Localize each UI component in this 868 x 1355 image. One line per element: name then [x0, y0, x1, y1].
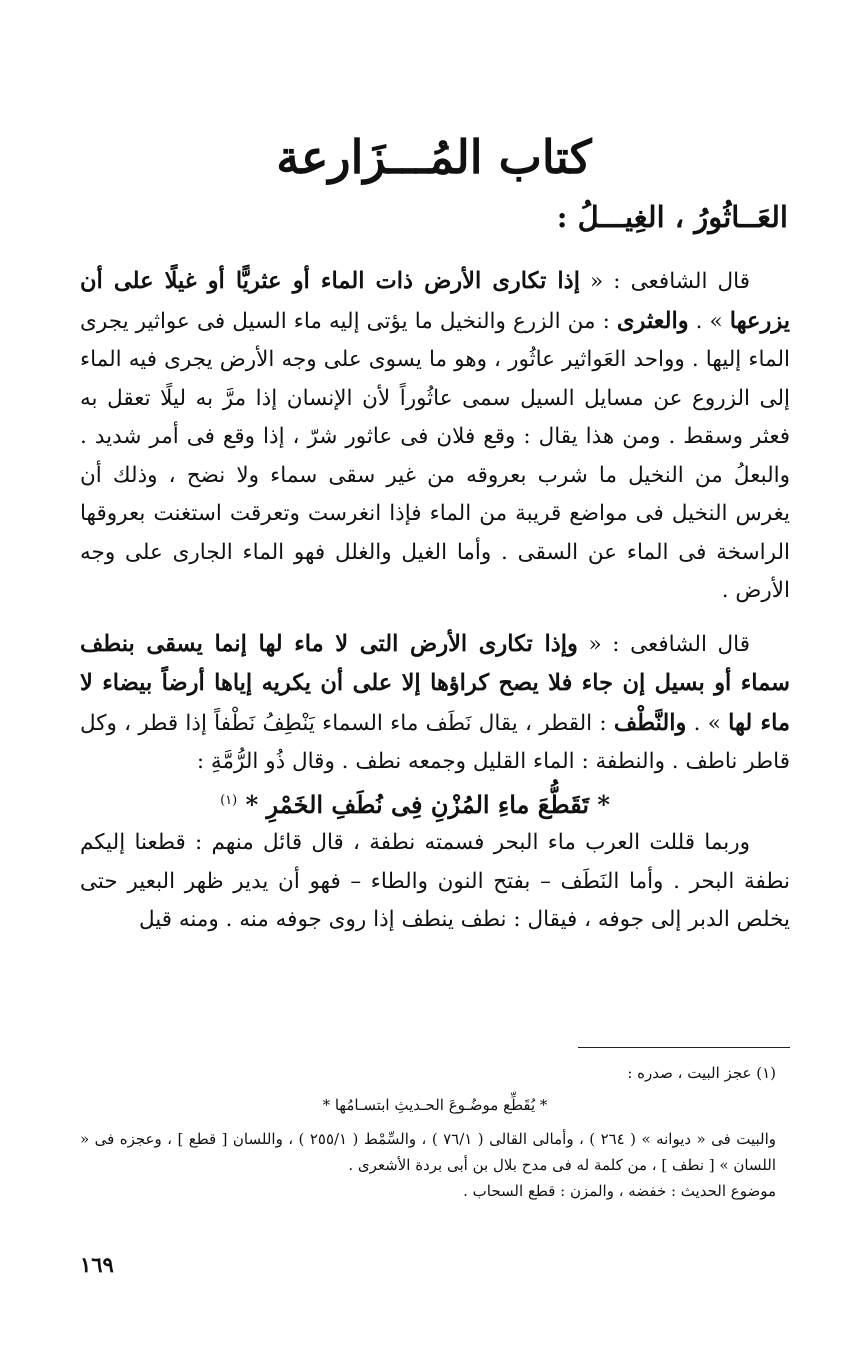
paragraph-text: : من الزرع والنخيل ما يؤتى إليه ماء السيل فى عواثير يجرى الماء إليها . وواحد العَواثير عاثُور ، وهو ما يسوى على وجه الأرض يجرى فيه الماء إلى الزروع عن مسايل السيل سمى عاثُوراً لأن الإنسان إذا مرَّ به ليلًا تعقل به فعثر وسقط . ومن هذا يقال : وقع فلان فى عاثور شرّ ، إذا وقع فى أمر شديد . والبعلُ من النخيل ما شرب بعروقه من غير سقى سماء ولا نضح ، وذلك أن يغرس النخيل فى مواضع قريبة من الماء فإذا انغرست وتعرقت استغنت بعروقها الراسخة فى الماء عن السقى . وأما الغيل والغلل فهو الماء الجارى على وجه الأرض .	[80, 308, 790, 603]
main-text	[80, 262, 790, 940]
quote-close: » .	[686, 710, 729, 736]
footnote-source: والبيت فى « ديوانه » ( ٢٦٤ ) ، وأمالى القالى ( ٧٦/١ ) ، والسِّمْط ( ٢٥٥/١ ) ، واللسان [ قطع ] ، وعجزه فى « اللسان » [ نطف ] ، من كلمة له فى مدح بلال بن أبى بردة الأشعرى .	[80, 1130, 776, 1174]
section-heading: العَــاثُورُ ، الغِيـــلُ :	[556, 200, 788, 234]
chapter-title: كتاب المُـــزَارعة	[276, 130, 592, 184]
footnote-divider	[578, 1047, 790, 1048]
paragraph-1	[80, 262, 790, 611]
paragraph-2	[80, 625, 790, 782]
footnotes	[80, 1060, 790, 1204]
defined-term: والنَّطْف	[613, 709, 687, 736]
footnote-ref: (١)	[220, 792, 238, 808]
quote-close: » .	[688, 308, 730, 334]
quoted-text: وإذا تكارى الأرض التى لا ماء لها إنما يسقى بنطف سماء أو بسيل إن جاء فلا يصح كراؤها إلا على أن يكريه إياها أرضاً بيضاء لا ماء لها	[80, 630, 790, 736]
defined-term: والعثرى	[616, 307, 689, 334]
footnote-verse: * يُقَطِّع موضُـوعَ الحـديثِ ابتسـامُها *	[322, 1096, 548, 1114]
lead-text: قال الشافعى : «	[577, 631, 750, 657]
verse-text: * تَقَطُّعَ ماءِ المُزْنِ فِى نُطَفِ الخَمْرِ *	[245, 789, 610, 819]
paragraph-3: وربما قللت العرب ماء البحر فسمته نطفة ، قال قائل منهم : قطعنا إليكم نطفة البحر . وأما النَطَف – بفتح النون والطاء – فهو أن يدير ظهر البعير حتى يخلص الدبر إلى جوفه ، فيقال : نطف ينطف إذا روى جوفه منه . ومنه قيل	[80, 830, 790, 932]
footnote-1: (١) عجز البيت ، صدره :	[627, 1064, 776, 1082]
footnote-gloss: موضوع الحديث : خفضه ، والمزن : قطع السحاب .	[463, 1182, 776, 1200]
lead-text: قال الشافعى : «	[579, 269, 750, 294]
poetry-verse	[80, 782, 790, 825]
quoted-text: إذا تكارى الأرض ذات الماء أو عثريًّا أو غيلًا على أن يزرعها	[80, 268, 790, 334]
paragraph-text: : القطر ، يقال نَطَف ماء السماء يَنْطِفُ نَطْفاً إذا قطر ، وكل قاطر ناطف . والنطفة : الماء القليل وجمعه نطف . وقال ذُو الرُّمَّةِ :	[80, 710, 790, 774]
page-number: ١٦٩	[80, 1252, 114, 1277]
